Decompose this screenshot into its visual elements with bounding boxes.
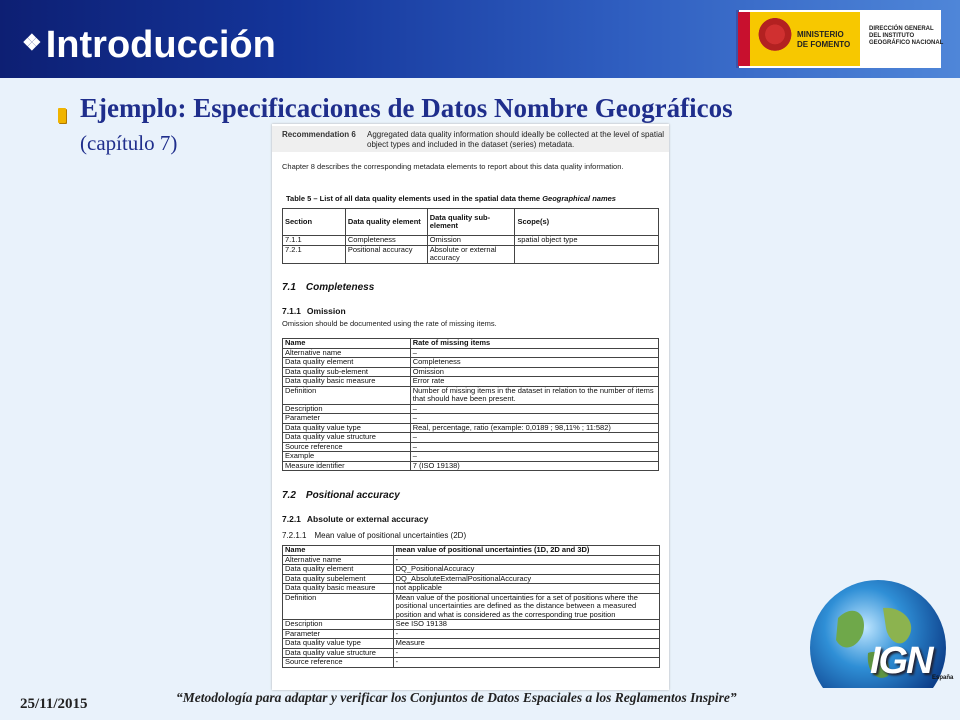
- table-header-cell: Section: [283, 209, 346, 236]
- section-7-1-1-heading: 7.1.1 Omission: [282, 306, 346, 316]
- table-cell: Absolute or external accuracy: [427, 245, 515, 263]
- recommendation-box: Recommendation 6 Aggregated data quality information should ideally be collected at the level of spatial object types and included in the dataset (series) metadata.: [272, 126, 669, 152]
- table-cell: –: [410, 404, 658, 414]
- table-cell: Example: [283, 452, 411, 462]
- table-row: [283, 452, 659, 462]
- section-7-2-1-1-heading: 7.2.1.1 Mean value of positional uncertainties (2D): [282, 531, 467, 540]
- document-excerpt: [272, 124, 669, 690]
- section-7-1-heading: 7.1 Completeness: [282, 282, 375, 293]
- table-header-cell: Data quality sub-element: [427, 209, 515, 236]
- table-cell: Source reference: [283, 442, 411, 452]
- chapter-paragraph: Chapter 8 describes the corresponding metadata elements to report about this data quality information.: [282, 162, 624, 171]
- table-row: [283, 386, 659, 404]
- table-cell: Data quality sub-element: [283, 367, 411, 377]
- directorate-name: DIRECCIÓN GENERAL DEL INSTITUTO GEOGRÁFICO NACIONAL: [869, 26, 944, 46]
- table-cell: not applicable: [393, 584, 659, 594]
- table-cell: Source reference: [283, 658, 394, 668]
- section-7-2-1-heading: 7.2.1 Absolute or external accuracy: [282, 514, 429, 524]
- table-header-row: [283, 339, 659, 349]
- table-cell: Data quality element: [283, 565, 394, 575]
- table-cell: Data quality value type: [283, 423, 411, 433]
- table-cell: -: [393, 648, 659, 658]
- table-cell: 7 (ISO 19138): [410, 461, 658, 471]
- table-header-cell: Name: [283, 546, 394, 556]
- table-cell: 7.2.1: [283, 245, 346, 263]
- table-header-cell: Name: [283, 339, 411, 349]
- table-cell: 7.1.1: [283, 236, 346, 246]
- ministry-logo: [736, 10, 944, 68]
- omission-table: [282, 338, 659, 471]
- table-cell: Data quality value structure: [283, 433, 411, 443]
- section-7-2-heading: 7.2 Positional accuracy: [282, 490, 400, 501]
- table-cell: [515, 245, 659, 263]
- table-row: [283, 358, 659, 368]
- table-row: [283, 639, 660, 649]
- table-cell: See ISO 19138: [393, 620, 659, 630]
- table-cell: Real, percentage, ratio (example: 0,0189 ; 98,11% ; 11:582): [410, 423, 658, 433]
- table-cell: Definition: [283, 386, 411, 404]
- table-cell: Measure identifier: [283, 461, 411, 471]
- table-cell: Data quality subelement: [283, 574, 394, 584]
- ign-logo: IGN: [870, 640, 932, 682]
- table-cell: Omission: [410, 367, 658, 377]
- table-cell: Completeness: [345, 236, 427, 246]
- table-cell: Data quality value structure: [283, 648, 394, 658]
- table-cell: Definition: [283, 593, 394, 620]
- table-row: [283, 414, 659, 424]
- table-cell: –: [410, 452, 658, 462]
- table-row: [283, 433, 659, 443]
- diamond-bullet-icon: ❖: [22, 29, 42, 55]
- table-cell: Mean value of the positional uncertainties for a set of positions where the positional uncertainties are defined as the distance between a measured position and what is considered as the corresponding true position: [393, 593, 659, 620]
- table-cell: Positional accuracy: [345, 245, 427, 263]
- slide-date: 25/11/2015: [20, 696, 88, 712]
- table-cell: Data quality value type: [283, 639, 394, 649]
- table-header-cell: Data quality element: [345, 209, 427, 236]
- table-cell: spatial object type: [515, 236, 659, 246]
- table-row: [283, 442, 659, 452]
- coat-of-arms-icon: [758, 16, 792, 62]
- table-header-cell: mean value of positional uncertainties (1D, 2D and 3D): [393, 546, 659, 556]
- table-row: [283, 461, 659, 471]
- table-row: [283, 658, 660, 668]
- table-cell: Alternative name: [283, 555, 394, 565]
- table-header-row: [283, 546, 660, 556]
- table-cell: Omission: [427, 236, 515, 246]
- table-cell: DQ_PositionalAccuracy: [393, 565, 659, 575]
- table-row: [283, 377, 659, 387]
- table-cell: -: [393, 658, 659, 668]
- table-row: [283, 404, 659, 414]
- table-row: [283, 236, 659, 246]
- table-cell: –: [410, 433, 658, 443]
- table-cell: –: [410, 442, 658, 452]
- table-cell: Description: [283, 404, 411, 414]
- table5-caption: Table 5 – List of all data quality elements used in the spatial data theme Geographical names: [286, 194, 616, 203]
- table-cell: DQ_AbsoluteExternalPositionalAccuracy: [393, 574, 659, 584]
- table-row: [283, 565, 660, 575]
- table-row: [283, 584, 660, 594]
- table-header-cell: Scope(s): [515, 209, 659, 236]
- table-header-row: [283, 209, 659, 236]
- square-bullet-icon: [58, 108, 66, 123]
- table5: [282, 208, 659, 264]
- table-row: [283, 620, 660, 630]
- table-cell: –: [410, 348, 658, 358]
- table-cell: Completeness: [410, 358, 658, 368]
- table-cell: Measure: [393, 639, 659, 649]
- table-cell: -: [393, 555, 659, 565]
- table-cell: Description: [283, 620, 394, 630]
- slide-title: ❖ Introducción: [22, 24, 276, 66]
- slide-header: [0, 0, 960, 78]
- table-cell: Error rate: [410, 377, 658, 387]
- table-cell: Data quality basic measure: [283, 377, 411, 387]
- table-cell: Alternative name: [283, 348, 411, 358]
- slide-subtitle-chapter: (capítulo 7): [80, 131, 178, 155]
- table-cell: -: [393, 629, 659, 639]
- slide-subtitle: Ejemplo: Especificaciones de Datos Nombre Geográficos: [80, 93, 733, 123]
- table-row: [283, 245, 659, 263]
- ign-logo-subtitle: España: [932, 675, 954, 681]
- omission-paragraph: Omission should be documented using the rate of missing items.: [282, 319, 497, 328]
- ministry-name: MINISTERIO DE FOMENTO: [797, 30, 851, 49]
- positional-table: [282, 545, 660, 668]
- table-cell: Data quality basic measure: [283, 584, 394, 594]
- table-cell: –: [410, 414, 658, 424]
- table-cell: Data quality element: [283, 358, 411, 368]
- table-cell: Parameter: [283, 414, 411, 424]
- table-cell: Number of missing items in the dataset in relation to the number of items that should have been present.: [410, 386, 658, 404]
- table-cell: Parameter: [283, 629, 394, 639]
- table-header-cell: Rate of missing items: [410, 339, 658, 349]
- slide-footer: “Metodología para adaptar y verificar los Conjuntos de Datos Espaciales a los Reglamentos Inspire”: [176, 690, 737, 705]
- table-row: [283, 593, 660, 620]
